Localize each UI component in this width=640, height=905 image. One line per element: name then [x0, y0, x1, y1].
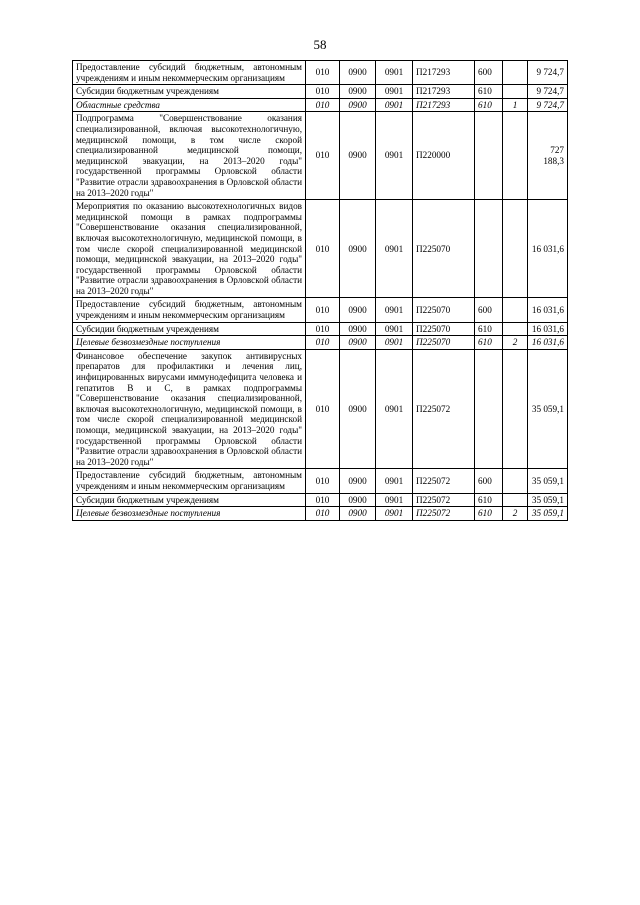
funding-source-code: 1 [503, 98, 528, 112]
ministry-code: 010 [306, 112, 340, 200]
amount: 16 031,6 [528, 298, 568, 322]
section-code: 0900 [340, 507, 376, 521]
section-code: 0900 [340, 298, 376, 322]
section-code: 0900 [340, 200, 376, 298]
expense-type-code: 600 [475, 298, 503, 322]
section-code: 0900 [340, 85, 376, 99]
amount: 16 031,6 [528, 336, 568, 350]
table-row [73, 298, 568, 322]
row-name: Мероприятия по оказанию высокотехнологичных видов медицинской помощи в рамках подпрограммы "Совершенствование оказания специализированной, включая высокотехнологичную, медицинской помощи, в том числе скорой специализированной медицинской помощи, медицинской эвакуации, на 2013–2020 годы" государственной программы Орловской области "Развитие отрасли здравоохранения в Орловской области на 2013–2020 годы" [73, 200, 306, 298]
section-code: 0900 [340, 349, 376, 469]
row-name: Субсидии бюджетным учреждениям [73, 493, 306, 507]
table-row [73, 349, 568, 469]
funding-source-code: 2 [503, 507, 528, 521]
section-code: 0900 [340, 322, 376, 336]
section-code: 0900 [340, 493, 376, 507]
ministry-code: 010 [306, 349, 340, 469]
amount: 35 059,1 [528, 507, 568, 521]
target-article-code: П225072 [413, 507, 475, 521]
funding-source-code [503, 112, 528, 200]
table-row [73, 322, 568, 336]
funding-source-code [503, 469, 528, 493]
target-article-code: П217293 [413, 61, 475, 85]
budget-table [72, 60, 568, 521]
expense-type-code: 610 [475, 98, 503, 112]
ministry-code: 010 [306, 493, 340, 507]
target-article-code: П225070 [413, 322, 475, 336]
table-row [73, 493, 568, 507]
funding-source-code [503, 493, 528, 507]
row-name: Предоставление субсидий бюджетным, автономным учреждениям и иным некоммерческим организациям [73, 298, 306, 322]
target-article-code: П217293 [413, 85, 475, 99]
subsection-code: 0901 [376, 507, 413, 521]
ministry-code: 010 [306, 98, 340, 112]
amount: 16 031,6 [528, 200, 568, 298]
amount: 9 724,7 [528, 98, 568, 112]
ministry-code: 010 [306, 298, 340, 322]
expense-type-code: 610 [475, 493, 503, 507]
funding-source-code [503, 200, 528, 298]
table-row [73, 112, 568, 200]
target-article-code: П225072 [413, 469, 475, 493]
target-article-code: П225070 [413, 200, 475, 298]
table-row [73, 61, 568, 85]
ministry-code: 010 [306, 61, 340, 85]
subsection-code: 0901 [376, 200, 413, 298]
target-article-code: П225070 [413, 336, 475, 350]
table-row [73, 200, 568, 298]
subsection-code: 0901 [376, 493, 413, 507]
row-name: Целевые безвозмездные поступления [73, 507, 306, 521]
row-name: Субсидии бюджетным учреждениям [73, 322, 306, 336]
expense-type-code: 610 [475, 85, 503, 99]
section-code: 0900 [340, 336, 376, 350]
target-article-code: П225070 [413, 298, 475, 322]
target-article-code: П220000 [413, 112, 475, 200]
table-row [73, 336, 568, 350]
expense-type-code [475, 112, 503, 200]
expense-type-code: 610 [475, 507, 503, 521]
row-name: Областные средства [73, 98, 306, 112]
target-article-code: П225072 [413, 349, 475, 469]
subsection-code: 0901 [376, 336, 413, 350]
amount: 35 059,1 [528, 469, 568, 493]
section-code: 0900 [340, 98, 376, 112]
funding-source-code [503, 85, 528, 99]
table-row [73, 469, 568, 493]
expense-type-code [475, 200, 503, 298]
budget-table-body [73, 61, 568, 521]
page-number: 58 [313, 37, 327, 52]
table-row [73, 507, 568, 521]
subsection-code: 0901 [376, 85, 413, 99]
funding-source-code [503, 61, 528, 85]
table-row [73, 85, 568, 99]
ministry-code: 010 [306, 336, 340, 350]
ministry-code: 010 [306, 85, 340, 99]
funding-source-code [503, 322, 528, 336]
section-code: 0900 [340, 469, 376, 493]
subsection-code: 0901 [376, 61, 413, 85]
row-name: Предоставление субсидий бюджетным, автономным учреждениям и иным некоммерческим организациям [73, 61, 306, 85]
section-code: 0900 [340, 112, 376, 200]
row-name: Субсидии бюджетным учреждениям [73, 85, 306, 99]
subsection-code: 0901 [376, 98, 413, 112]
expense-type-code: 600 [475, 469, 503, 493]
subsection-code: 0901 [376, 469, 413, 493]
ministry-code: 010 [306, 322, 340, 336]
subsection-code: 0901 [376, 322, 413, 336]
subsection-code: 0901 [376, 298, 413, 322]
table-row [73, 98, 568, 112]
target-article-code: П217293 [413, 98, 475, 112]
subsection-code: 0901 [376, 349, 413, 469]
amount: 9 724,7 [528, 61, 568, 85]
section-code: 0900 [340, 61, 376, 85]
row-name: Подпрограмма "Совершенствование оказания специализированной, включая высокотехнологичную, медицинской помощи, в том числе скорой специализированной медицинской помощи, медицинской эвакуации, на 2013–2020 годы" государственной программы Орловской области "Развитие отрасли здравоохранения в Орловской области на 2013–2020 годы" [73, 112, 306, 200]
funding-source-code: 2 [503, 336, 528, 350]
amount: 16 031,6 [528, 322, 568, 336]
row-name: Целевые безвозмездные поступления [73, 336, 306, 350]
amount: 35 059,1 [528, 493, 568, 507]
ministry-code: 010 [306, 469, 340, 493]
ministry-code: 010 [306, 507, 340, 521]
amount: 9 724,7 [528, 85, 568, 99]
funding-source-code [503, 349, 528, 469]
expense-type-code: 610 [475, 336, 503, 350]
row-name: Предоставление субсидий бюджетным, автономным учреждениям и иным некоммерческим организациям [73, 469, 306, 493]
amount: 35 059,1 [528, 349, 568, 469]
subsection-code: 0901 [376, 112, 413, 200]
ministry-code: 010 [306, 200, 340, 298]
row-name: Финансовое обеспечение закупок антивирусных препаратов для профилактики и лечения лиц, инфицированных вирусами иммунодефицита человека и гепатитов B и C, в рамках подпрограммы "Совершенствование оказания специализированной, включая высокотехнологичную, медицинской помощи, в том числе скорой специализированной медицинской помощи, медицинской эвакуации, на 2013–2020 годы" государственной программы Орловской области "Развитие отрасли здравоохранения в Орловской области на 2013–2020 годы" [73, 349, 306, 469]
expense-type-code [475, 349, 503, 469]
amount: 727 188,3 [528, 112, 568, 200]
funding-source-code [503, 298, 528, 322]
target-article-code: П225072 [413, 493, 475, 507]
expense-type-code: 600 [475, 61, 503, 85]
expense-type-code: 610 [475, 322, 503, 336]
